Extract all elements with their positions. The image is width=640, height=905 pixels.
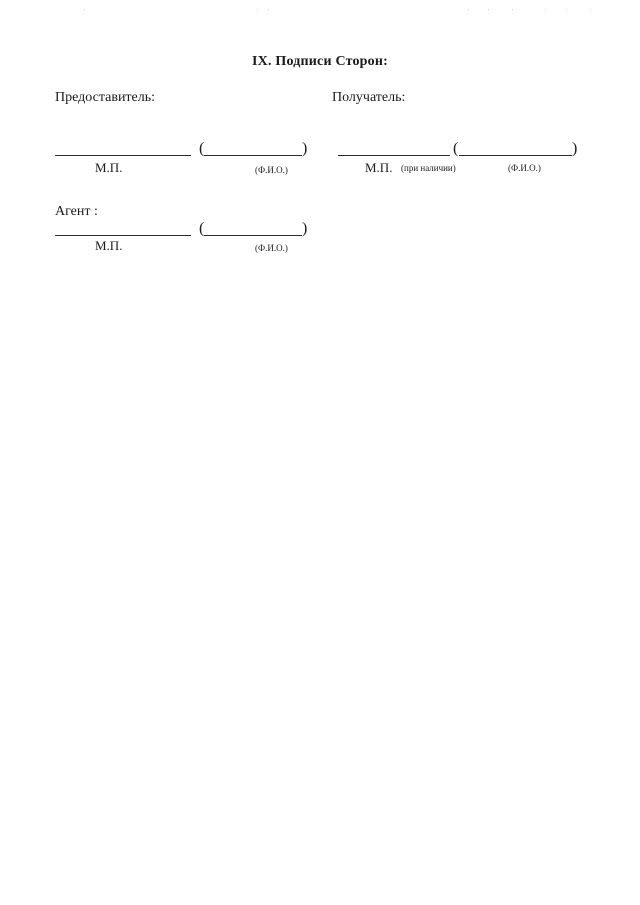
provider-paren-close: ) [302,140,308,157]
scan-artifact [545,9,546,10]
agent-label: Агент : [55,204,98,219]
recipient-paren-open: ( [453,140,459,157]
provider-signature-line [55,155,191,156]
recipient-stamp-mark: М.П. [365,160,393,175]
recipient-fio-caption: (Ф.И.О.) [508,163,541,173]
agent-stamp-mark: М.П. [95,238,123,253]
recipient-label: Получатель: [332,90,406,105]
agent-paren-open: ( [199,220,205,237]
scan-artifact [488,9,489,10]
recipient-paren-close: ) [572,140,578,157]
provider-name-line [204,155,302,156]
provider-label: Предоставитель: [55,90,156,105]
provider-paren-open: ( [199,140,205,157]
provider-stamp-mark: М.П. [95,160,123,175]
recipient-stamp-note: (при наличии) [401,163,456,173]
recipient-name-line [459,155,572,156]
agent-signature-line [55,235,191,236]
agent-paren-close: ) [302,220,308,237]
recipient-signature-line [338,155,450,156]
agent-fio-caption: (Ф.И.О.) [255,243,288,253]
provider-fio-caption: (Ф.И.О.) [255,165,288,175]
scan-artifact [512,9,513,10]
section-title: IX. Подписи Сторон: [252,54,388,69]
scan-artifact [590,9,591,10]
agent-name-line [204,235,302,236]
scan-artifact [257,9,258,10]
scan-artifact [468,9,469,10]
scan-artifact [566,9,567,10]
scan-artifact [84,9,85,10]
scan-artifact [268,9,269,10]
